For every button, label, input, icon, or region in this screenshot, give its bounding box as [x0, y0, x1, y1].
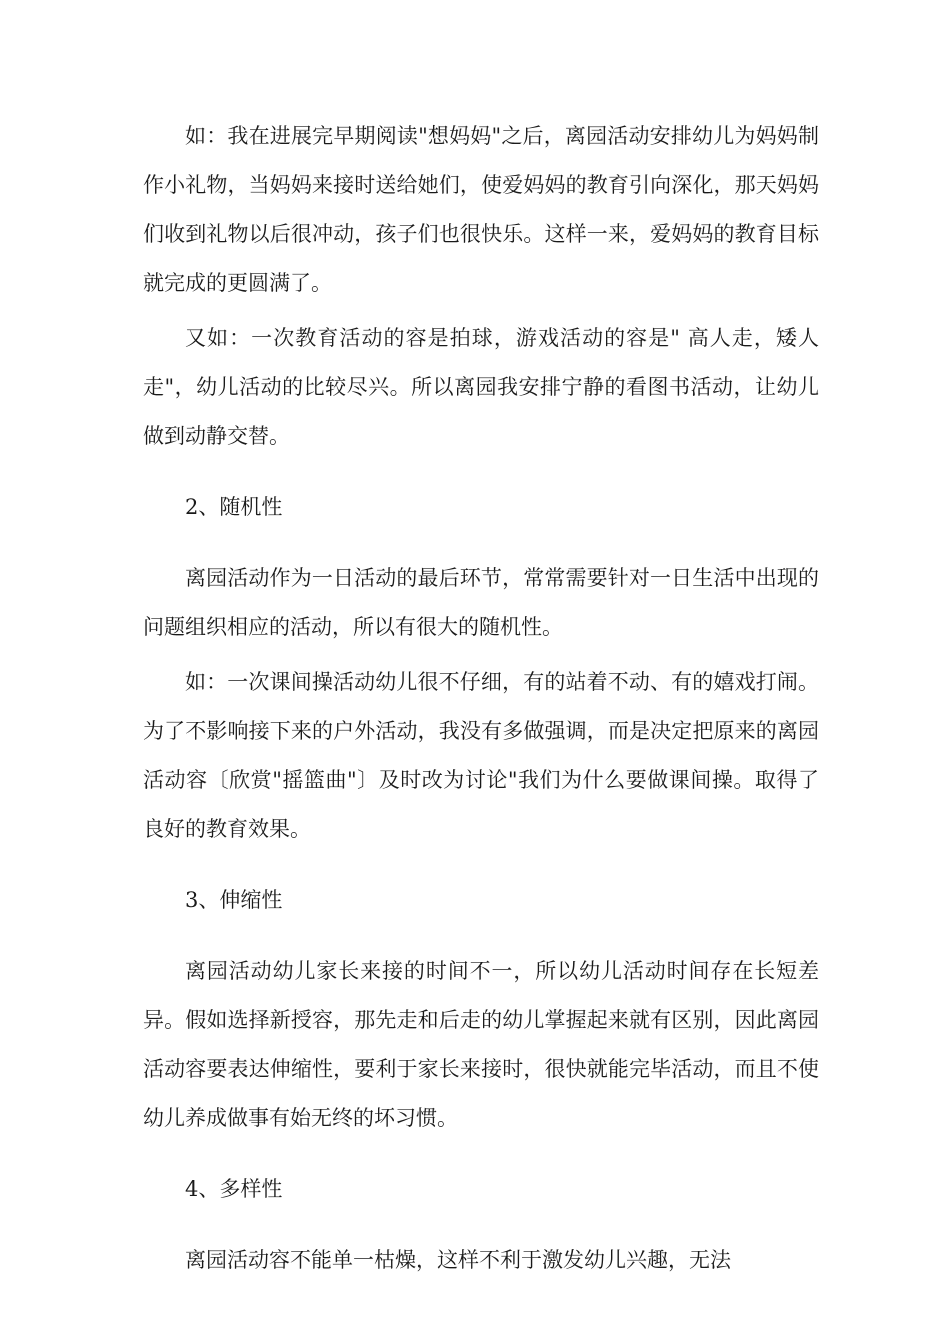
paragraph-flexibility: 离园活动幼儿家长来接的时间不一，所以幼儿活动时间存在长短差异。假如选择新授容，那先走和后走的幼儿掌握起来就有区别，因此离园活动容要表达伸缩性，要利于家长来接时，很快就能完毕活动，而且不使幼儿养成做事有始无终的坏习惯。: [143, 959, 819, 1130]
section-heading-randomness: 2、随机性: [185, 495, 283, 519]
section-heading-diversity: 4、多样性: [185, 1177, 283, 1201]
paragraph-gift-example: 如：我在进展完早期阅读"想妈妈"之后，离园活动安排幼儿为妈妈制作小礼物，当妈妈来接时送给她们，使爱妈妈的教育引向深化，那天妈妈们收到礼物以后很冲动，孩子们也很快乐。这样一来，爱妈妈的教育目标就完成的更圆满了。: [143, 124, 819, 295]
section-heading-flexibility: 3、伸缩性: [185, 888, 283, 912]
paragraph-randomness: 离园活动作为一日活动的最后环节，常常需要针对一日生活中出现的问题组织相应的活动，所以有很大的随机性。: [143, 566, 819, 639]
paragraph-ball-example: 又如：一次教育活动的容是拍球，游戏活动的容是" 高人走，矮人走"，幼儿活动的比较尽兴。所以离园我安排宁静的看图书活动，让幼儿做到动静交替。: [143, 326, 819, 448]
document-body: [143, 112, 819, 1285]
paragraph-diversity: 离园活动容不能单一枯燥，这样不利于激发幼儿兴趣，无法: [185, 1248, 731, 1272]
paragraph-exercise-example: 如：一次课间操活动幼儿很不仔细，有的站着不动、有的嬉戏打闹。为了不影响接下来的户外活动，我没有多做强调，而是决定把原来的离园活动容〔欣赏"摇篮曲"〕及时改为讨论"我们为什么要做课间操。取得了良好的教育效果。: [143, 670, 819, 841]
